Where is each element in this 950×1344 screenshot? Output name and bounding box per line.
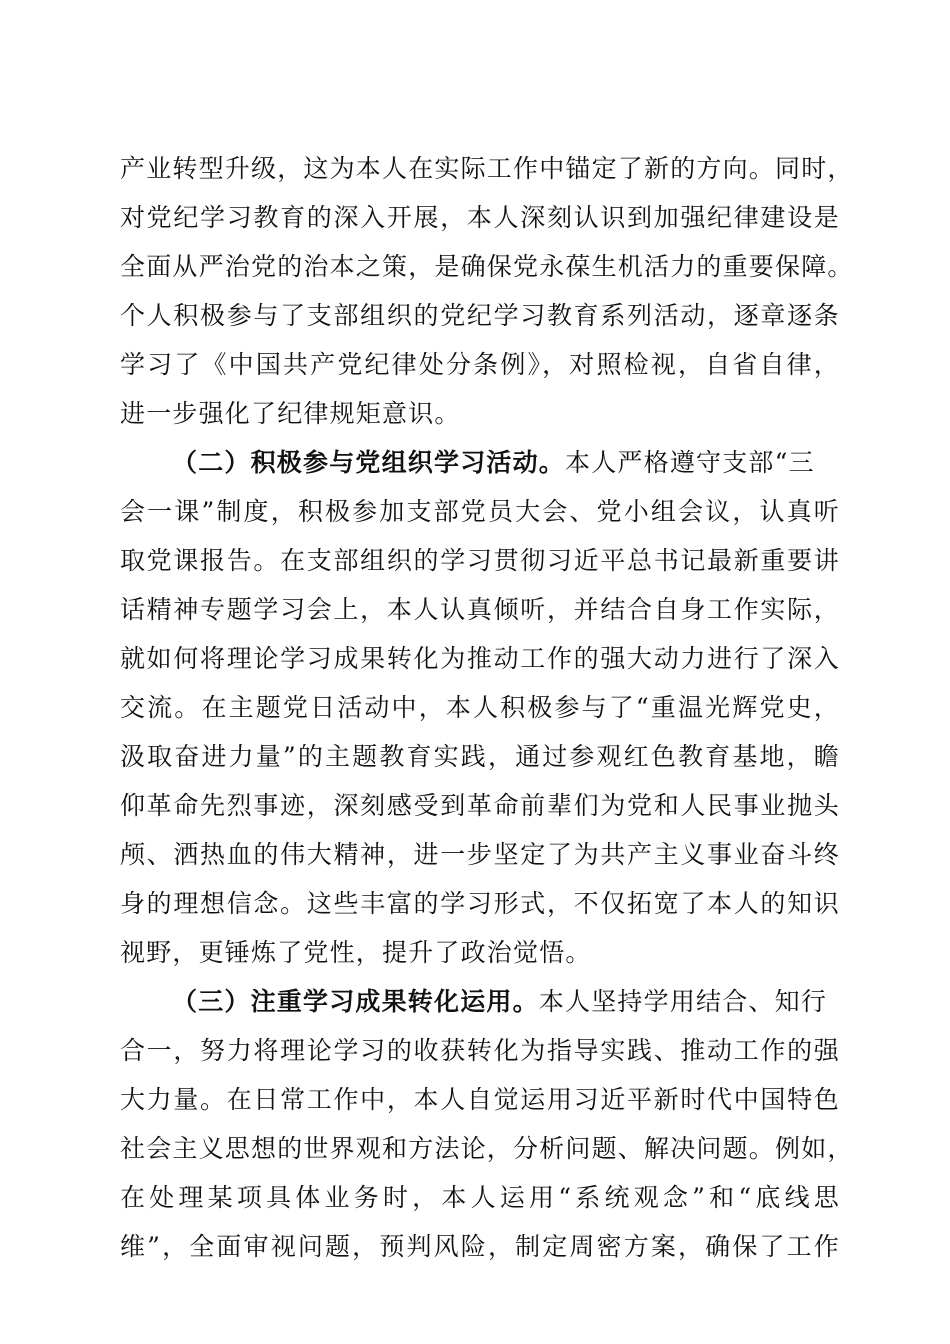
p1-line-5: 学习了《中国共产党纪律处分条例》，对照检视，自省自律， <box>120 350 840 379</box>
p2-line-7: 汲取奋进力量”的主题教育实践，通过参观红色教育基地，瞻 <box>120 742 840 771</box>
p2-line-9: 颅、洒热血的伟大精神，进一步坚定了为共产主义事业奋斗终 <box>120 840 840 869</box>
p1-line-6: 进一步强化了纪律规矩意识。 <box>120 399 461 428</box>
p2-line-2: 会一课”制度，积极参加支部党员大会、党小组会议，认真听 <box>120 497 840 526</box>
p3-line-4: 社会主义思想的世界观和方法论，分析问题、解决问题。例如， <box>120 1134 854 1163</box>
p2-line-11: 视野，更锤炼了党性，提升了政治觉悟。 <box>120 938 592 967</box>
p2-line-5: 就如何将理论学习成果转化为推动工作的强大动力进行了深入 <box>120 644 840 673</box>
p2-line-1-rest: 本人严格遵守支部“三 <box>565 448 815 477</box>
p1-line-4: 个人积极参与了支部组织的党纪学习教育系列活动，逐章逐条 <box>120 301 840 330</box>
p2-heading: （二）积极参与党组织学习活动。 <box>172 448 566 477</box>
p3-heading: （三）注重学习成果转化运用。 <box>172 987 539 1016</box>
p3-line-5: 在处理某项具体业务时，本人运用“系统观念”和“底线思 <box>120 1183 840 1212</box>
p1-line-2: 对党纪学习教育的深入开展，本人深刻认识到加强纪律建设是 <box>120 203 840 232</box>
p2-line-4: 话精神专题学习会上，本人认真倾听，并结合自身工作实际， <box>120 595 840 624</box>
p3-line-2: 合一，努力将理论学习的收获转化为指导实践、推动工作的强 <box>120 1036 840 1065</box>
p2-line-3: 取党课报告。在支部组织的学习贯彻习近平总书记最新重要讲 <box>120 546 840 575</box>
p2-line-1 <box>120 438 840 487</box>
document-body <box>120 144 854 1271</box>
p1-line-3: 全面从严治党的治本之策，是确保党永葆生机活力的重要保障。 <box>120 252 854 281</box>
p3-line-6: 维”，全面审视问题，预判风险，制定周密方案，确保了工作 <box>120 1232 840 1261</box>
p2-line-10: 身的理想信念。这些丰富的学习形式，不仅拓宽了本人的知识 <box>120 889 840 918</box>
p2-line-6: 交流。在主题党日活动中，本人积极参与了“重温光辉党史， <box>120 693 840 722</box>
p1-line-1: 产业转型升级，这为本人在实际工作中锚定了新的方向。同时， <box>120 154 854 183</box>
p3-line-3: 大力量。在日常工作中，本人自觉运用习近平新时代中国特色 <box>120 1085 840 1114</box>
p2-line-8: 仰革命先烈事迹，深刻感受到革命前辈们为党和人民事业抛头 <box>120 791 840 820</box>
p3-line-1 <box>120 977 840 1026</box>
p3-line-1-rest: 本人坚持学用结合、知行 <box>538 987 828 1016</box>
